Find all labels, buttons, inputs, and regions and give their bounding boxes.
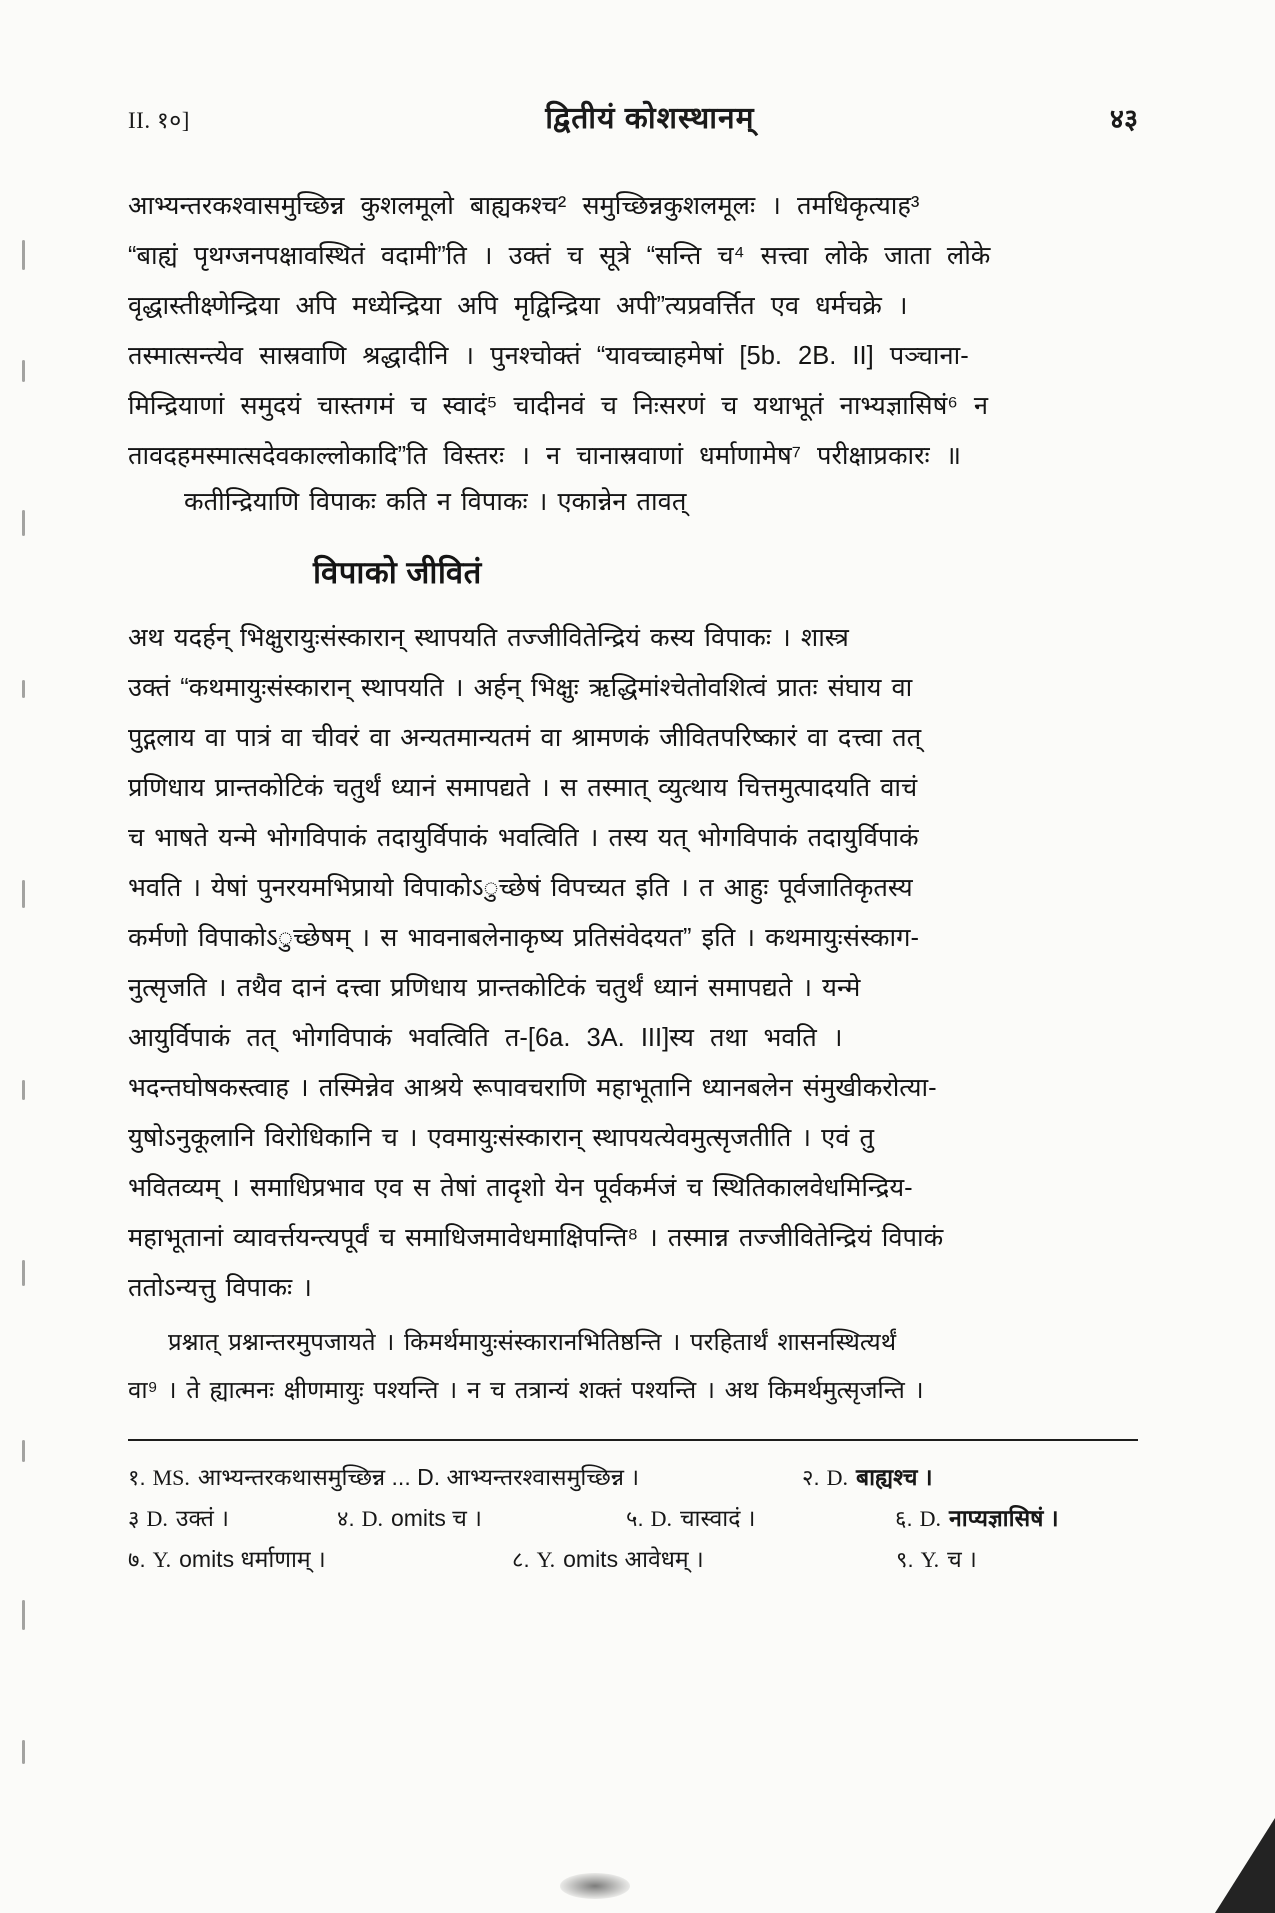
body-paragraph-1	[128, 183, 1138, 479]
text-line: महाभूतानां व्यावर्त्तयन्त्यपूर्वं च समाधिजमावेधमाक्षिपन्ति⁸ । तस्मान्न तज्जीवितेन्द्रियं विपाकं	[128, 1224, 944, 1252]
text-line: भवितव्यम् । समाधिप्रभाव एव स तेषां तादृशो येन पूर्वकर्मजं च स्थितिकालवेधमिन्द्रिय-	[128, 1174, 913, 1202]
text-line: तावदहमस्मात्सदेवकाल्लोकादि”ति विस्तरः । न चानास्रवाणां धर्माणामेष⁷ परीक्षाप्रकारः ॥	[128, 442, 962, 470]
text-line: आभ्यन्तरकश्वासमुच्छिन्न‌ कुशलमूलो बाह्यकश्च² समुच्छिन्नकुशलमूलः । तमधिकृत्याह³	[128, 192, 920, 220]
footnote-source: Y.	[920, 1547, 940, 1572]
footnote-number: ६.	[895, 1506, 913, 1531]
text-line: अथ यदर्हन् भिक्षुरायुःसंस्कारान् स्थापयति तज्जीवितेन्द्रियं कस्य विपाकः । शास्त्र	[128, 624, 849, 652]
footnote-row	[128, 1498, 1138, 1539]
text-line: वा⁹ । ते ह्यात्मनः क्षीणमायुः पश्यन्ति । न च तत्रान्यं शक्तं पश्यन्ति । अथ किमर्थमुत्सृजन्ति ।	[128, 1377, 924, 1404]
text-line: भवति । येषां पुनरयमभिप्रायो विपाकोऽुच्छेषं विपच्यत इति । त आहुः पूर्वजातिकृतस्य	[128, 874, 913, 902]
footnote-text: च ।	[947, 1546, 977, 1572]
section-heading: विपाको जीवितं	[313, 555, 482, 590]
footnote-item	[128, 1457, 768, 1498]
footnote-number: ४.	[337, 1506, 355, 1531]
text-line: वृद्धास्तीक्ष्णेन्द्रिया अपि मध्येन्द्रिया अपि मृद्विन्द्रिया अपी”त्यप्रवर्त्तित एव धर्मचक्रे ।	[128, 292, 908, 320]
footnote-item	[128, 1539, 478, 1580]
running-head-title: द्वितीयं कोशस्थानम्	[545, 102, 755, 135]
footnote-number: ५.	[626, 1506, 644, 1531]
body-paragraph-3	[128, 615, 1138, 1311]
footnote-source: Y.	[536, 1547, 556, 1572]
footnotes	[128, 1457, 1138, 1580]
footnote-number: ८.	[512, 1547, 530, 1572]
footnote-item	[896, 1539, 977, 1580]
text-line: उक्तं “कथमायुःसंस्कारान् स्थापयति । अर्हन् भिक्षु‌ः ऋद्धिमांश्चेतोवशित्वं प्रातः संघाय वा	[128, 674, 913, 702]
running-head-left: II. १०]	[128, 108, 190, 133]
body-paragraph-2	[128, 479, 1138, 525]
text-line: तस्मात्सन्त्येव सास्रवाणि श्रद्धादीनि । पुनश्चोक्तं “यावच्चाहमेषां [5b. 2B. II] पञ्चाना-	[128, 342, 969, 370]
footnote-item	[895, 1498, 1059, 1539]
text-line: च भाषते यन्मे भोगविपाकं तदायुर्विपाकं भवत्विति । तस्य यत् भोगविपाकं तदायुर्विपाकं	[128, 824, 919, 852]
text-line: प्रणिधाय प्रान्तकोटिकं चतुर्थं ध्यानं समापद्यते । स तस्मात् व्युत्थाय चित्तमुत्पादयति वाचं	[128, 774, 918, 802]
text-line: “बाह्यं पृथग्जनपक्षावस्थितं वदामी”ति । उक्तं च सूत्रे “सन्ति च⁴ सत्त्वा लोके जाता लोके	[128, 242, 991, 270]
text-line: कतीन्द्रियाणि विपाकः कति न विपाकः । एकान्नेन तावत्	[184, 488, 687, 516]
footnote-text: नाप्यज्ञासिषं ।	[948, 1505, 1059, 1531]
text-line: नुत्सृजति । तथैव दानं दत्त्वा प्रणिधाय प्रान्तकोटिकं चतुर्थं ध्यानं समापद्यते । यन्मे	[128, 974, 861, 1002]
text-line: आयुर्विपाकं तत् भोगविपाकं भवत्विति त-[6a. 3A. III]स्य तथा भवति ।	[128, 1024, 843, 1052]
text-line: ततोऽन्यत्तु विपाकः ।	[128, 1274, 312, 1302]
footnote-text: बाह्यश्च ।	[855, 1464, 933, 1490]
footnote-source: MS.	[152, 1465, 190, 1490]
footnote-text: omits च ।	[390, 1505, 483, 1531]
footnote-item	[337, 1498, 592, 1539]
footnote-number: ३	[128, 1506, 140, 1531]
footnote-text: omits धर्माणाम् ।	[179, 1546, 326, 1572]
footnote-number: २.	[802, 1465, 820, 1490]
text-line: मिन्द्रियाणां समुदयं चास्तगमं च स्वादं⁵ चादीनवं च निःसरणं च यथाभूतं नाभ्यज्ञासिषं⁶ न	[128, 392, 989, 420]
footnote-row	[128, 1457, 1138, 1498]
footnote-item	[802, 1457, 933, 1498]
footnote-source: Y.	[152, 1547, 172, 1572]
footnote-source: D.	[919, 1506, 941, 1531]
footnote-number: ७.	[128, 1547, 146, 1572]
running-head	[128, 96, 1138, 137]
footnote-row	[128, 1539, 1138, 1580]
footnote-item	[626, 1498, 861, 1539]
footnote-separator	[128, 1439, 1138, 1441]
page-corner-shadow	[1215, 1818, 1275, 1913]
text-line: प्रश्नात् प्रश्नान्तरमुपजायते । किमर्थमायुःसंस्कारानभितिष्ठन्ति । परहितार्थं शासनस्थित्यर्थं	[168, 1329, 897, 1356]
footnote-source: D.	[146, 1506, 168, 1531]
scan-edge-artifacts	[18, 180, 40, 1800]
text-line: पुद्गलाय वा पात्रं वा चीवरं वा अन्यतमान्यतमं वा श्रामणकं जीवितपरिष्कारं वा दत्त्वा तत्	[128, 724, 922, 752]
footnote-text: चास्वादं ।	[679, 1505, 756, 1531]
footnote-number: ९.	[896, 1547, 914, 1572]
body-paragraph-4	[128, 1321, 1138, 1413]
footnote-number: १.	[128, 1465, 146, 1490]
text-line: कर्मणो विपाकोऽुच्छेषम् । स भावनाबलेनाकृष्य प्रतिसंवेदयत” इति । कथमायुःसंस्काग-	[128, 924, 919, 952]
footnote-source: D.	[650, 1506, 672, 1531]
footnote-text: उक्तं ।	[175, 1505, 229, 1531]
scan-smudge	[560, 1873, 630, 1899]
text-line: युषोऽनुकूलानि विरोधिकानि च । एवमायुःसंस्कारान् स्थापयत्येवमुत्सृजतीति । एवं तु	[128, 1124, 875, 1152]
footnote-item	[512, 1539, 862, 1580]
footnote-text: omits आवेधम् ।	[563, 1546, 704, 1572]
footnote-source: D.	[826, 1465, 848, 1490]
footnote-source: D.	[361, 1506, 383, 1531]
text-line: भदन्तघोषकस्त्वाह । तस्मिन्नेव आश्रये रूपावचराणि महाभूतानि ध्यानबलेन संमुखीकरोत्या-	[128, 1074, 937, 1102]
footnote-text: आभ्यन्तरकथासमुच्छिन्न ... D. आभ्यन्तरश्वासमुच्छिन्न ।	[197, 1464, 640, 1490]
page-number: ४३	[1109, 104, 1138, 134]
footnote-item	[128, 1498, 303, 1539]
page-content	[128, 96, 1138, 1580]
